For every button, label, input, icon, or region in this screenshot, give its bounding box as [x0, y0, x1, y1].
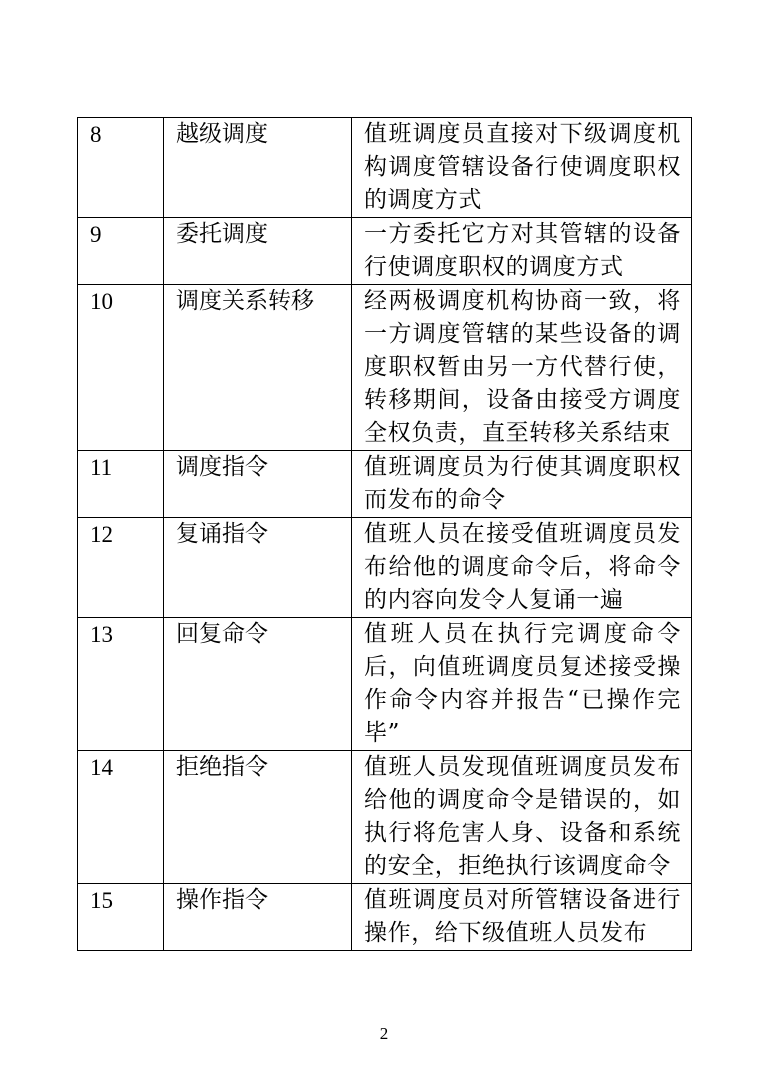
- term-definition: 经两极调度机构协商一致，将一方调度管辖的某些设备的调度职权暂由另一方代替行使，转移期间，设备由接受方调度全权负责，直至转移关系结束: [352, 285, 692, 451]
- term-definition: 一方委托它方对其管辖的设备行使调度职权的调度方式: [352, 218, 692, 285]
- term-name: 回复命令: [164, 618, 352, 751]
- term-definition: 值班调度员直接对下级调度机构调度管辖设备行使调度职权的调度方式: [352, 118, 692, 218]
- table-row: [78, 451, 692, 518]
- table-row: [78, 285, 692, 451]
- page-number: 2: [379, 1024, 389, 1043]
- table-row: [78, 884, 692, 951]
- row-number: 11: [78, 451, 164, 518]
- row-number: 13: [78, 618, 164, 751]
- row-number: 14: [78, 751, 164, 884]
- term-name: 委托调度: [164, 218, 352, 285]
- table-row: [78, 518, 692, 618]
- table-row: [78, 751, 692, 884]
- term-name: 越级调度: [164, 118, 352, 218]
- row-number: 12: [78, 518, 164, 618]
- term-definition: 值班调度员为行使其调度职权而发布的命令: [352, 451, 692, 518]
- term-definition: 值班人员发现值班调度员发布给他的调度命令是错误的，如执行将危害人身、设备和系统的安全，拒绝执行该调度命令: [352, 751, 692, 884]
- row-number: 15: [78, 884, 164, 951]
- row-number: 8: [78, 118, 164, 218]
- term-name: 复诵指令: [164, 518, 352, 618]
- term-definition: 值班人员在执行完调度命令后，向值班调度员复述接受操作命令内容并报告“已操作完毕”: [352, 618, 692, 751]
- table-row: [78, 118, 692, 218]
- term-name: 拒绝指令: [164, 751, 352, 884]
- term-name: 调度指令: [164, 451, 352, 518]
- table-row: [78, 218, 692, 285]
- term-definition: 值班调度员对所管辖设备进行操作，给下级值班人员发布: [352, 884, 692, 951]
- term-name: 调度关系转移: [164, 285, 352, 451]
- term-definition: 值班人员在接受值班调度员发布给他的调度命令后，将命令的内容向发令人复诵一遍: [352, 518, 692, 618]
- row-number: 9: [78, 218, 164, 285]
- row-number: 10: [78, 285, 164, 451]
- terms-table: [77, 117, 692, 951]
- term-name: 操作指令: [164, 884, 352, 951]
- table-row: [78, 618, 692, 751]
